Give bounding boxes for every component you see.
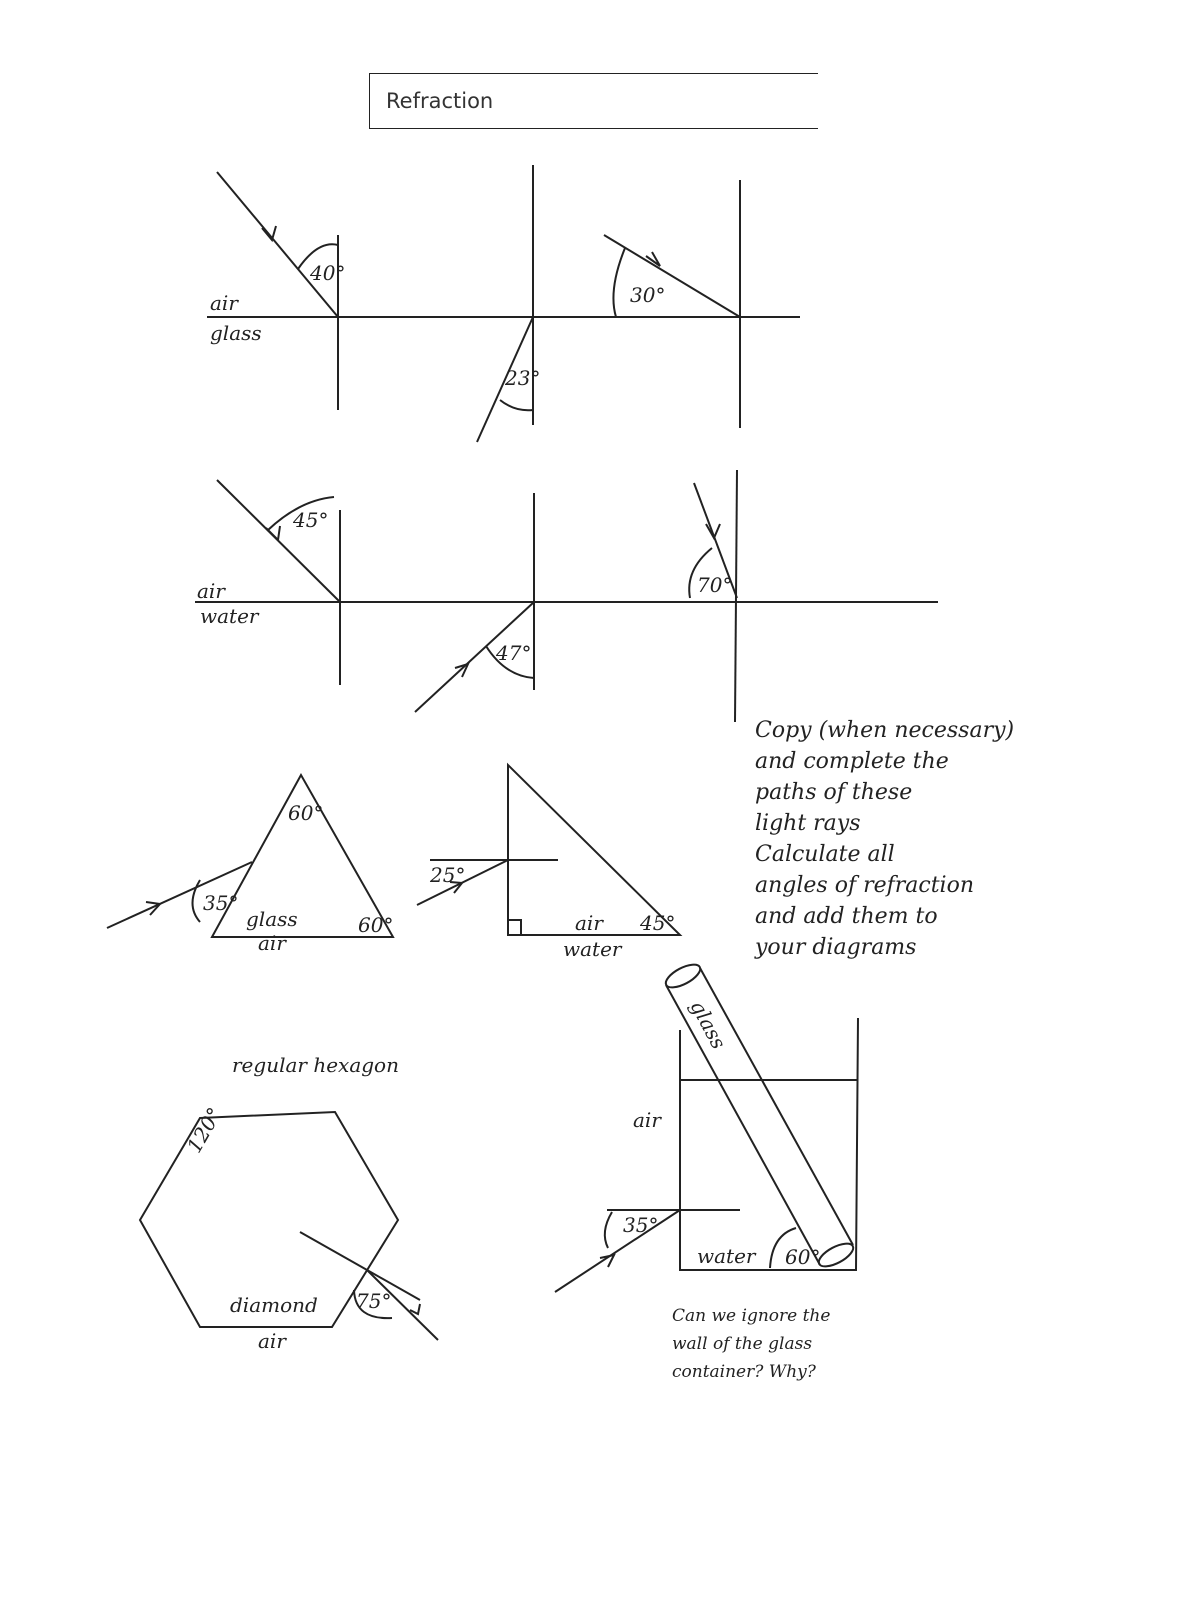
angle-label: 120° (181, 1103, 227, 1157)
glass-rod-edge (700, 968, 853, 1245)
diagram-beaker (555, 960, 858, 1292)
instruction-line: your diagrams (755, 935, 917, 960)
diagram-air-glass-1 (207, 172, 800, 410)
angle-label: 45° (640, 911, 676, 935)
angle-label: 35° (203, 891, 239, 915)
angle-label: 75° (356, 1289, 392, 1313)
medium-label: air (210, 291, 238, 315)
instructions-text (755, 715, 1014, 963)
medium-label: air (633, 1108, 661, 1132)
angle-label: 47° (496, 641, 532, 665)
question-line: wall of the glass (672, 1334, 813, 1354)
diagram-prism (107, 775, 393, 955)
diagram-air-glass-2 (477, 165, 540, 442)
instruction-line: and add them to (755, 904, 938, 929)
medium-label: water (697, 1244, 756, 1268)
instruction-line: and complete the (755, 749, 949, 774)
prism-shape (508, 765, 680, 935)
medium-label: glass (246, 907, 298, 931)
angle-label: 60° (358, 913, 394, 937)
incident-ray (555, 1210, 680, 1292)
glass-rod-end (815, 1239, 856, 1271)
angle-label: 25° (430, 863, 466, 887)
angle-arc (605, 1212, 612, 1248)
instruction-line: light rays (755, 811, 861, 836)
medium-label: water (200, 604, 259, 628)
diagram-right-prism (417, 765, 680, 961)
angle-label: 35° (623, 1213, 659, 1237)
hexagon-caption: regular hexagon (232, 1053, 399, 1077)
angle-label: 60° (785, 1245, 821, 1269)
medium-label: water (563, 937, 622, 961)
page-title: Refraction (386, 89, 494, 113)
arrow-icon (455, 664, 468, 677)
medium-label: glass (210, 321, 262, 345)
instruction-line: Copy (when necessary) (755, 718, 1015, 743)
diagram-hexagon (140, 1053, 438, 1353)
angle-label: 40° (310, 261, 346, 285)
medium-label: diamond (230, 1293, 318, 1317)
glass-rod-edge (666, 985, 820, 1265)
angle-label: 45° (293, 508, 329, 532)
diagram-air-glass-3 (604, 180, 740, 428)
medium-label: air (258, 931, 286, 955)
angle-arc (500, 400, 533, 410)
angle-label: 70° (697, 573, 733, 597)
medium-label: air (575, 911, 603, 935)
right-angle-mark (508, 920, 521, 935)
diagram-air-water-1 (195, 480, 938, 685)
instruction-line: angles of refraction (755, 873, 975, 898)
question-text (672, 1302, 830, 1386)
instruction-line: Calculate all (755, 842, 895, 867)
arrow-icon (266, 526, 280, 540)
angle-arc (613, 248, 625, 317)
medium-label: air (197, 579, 225, 603)
question-line: container? Why? (672, 1362, 816, 1382)
incident-ray (604, 235, 740, 317)
angle-label: 30° (630, 283, 666, 307)
angle-label: 60° (288, 801, 324, 825)
medium-label: air (258, 1329, 286, 1353)
diagram-air-water-3 (689, 470, 737, 722)
glass-rod-end (662, 960, 703, 992)
instruction-line: paths of these (755, 780, 913, 805)
question-line: Can we ignore the (672, 1306, 831, 1326)
angle-label: 23° (505, 366, 541, 390)
rod-label: glass (685, 996, 732, 1053)
beaker-walls (680, 1018, 858, 1270)
